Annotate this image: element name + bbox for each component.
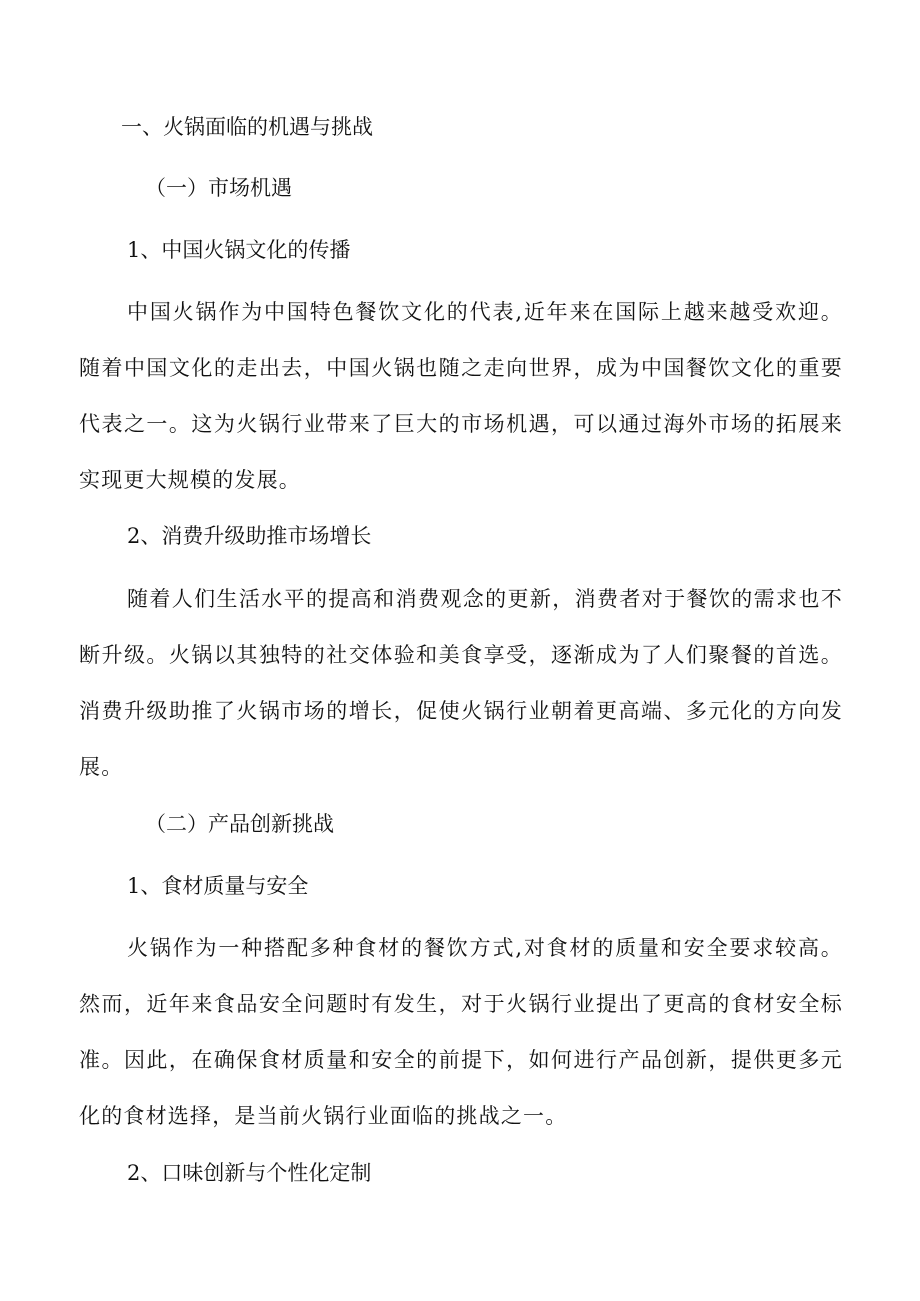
paragraph-culture-spread: 中国火锅作为中国特色餐饮文化的代表,近年来在国际上越来越受欢迎。随着中国文化的走出去，中国火锅也随之走向世界，成为中国餐饮文化的重要代表之一。这为火锅行业带来了巨大的市场机遇，可以通过海外市场的拓展来实现更大规模的发展。 bbox=[79, 300, 843, 492]
item-heading-flavor-innovation: 2、口味创新与个性化定制 bbox=[127, 1161, 372, 1185]
paragraph-consumption-upgrade: 随着人们生活水平的提高和消费观念的更新，消费者对于餐饮的需求也不断升级。火锅以其独特的社交体验和美食享受，逐渐成为了人们聚餐的首选。消费升级助推了火锅市场的增长，促使火锅行业朝着更高端、多元化的方向发展。 bbox=[79, 587, 843, 779]
paragraph-food-safety: 火锅作为一种搭配多种食材的餐饮方式,对食材的质量和安全要求较高。然而，近年来食品安全问题时有发生，对于火锅行业提出了更高的食材安全标准。因此，在确保食材质量和安全的前提下，如何进行产品创新，提供更多元化的食材选择，是当前火锅行业面临的挑战之一。 bbox=[79, 936, 843, 1128]
section-title: 一、火锅面临的机遇与挑战 bbox=[121, 115, 373, 139]
item-heading-consumption-upgrade: 2、消费升级助推市场增长 bbox=[127, 524, 372, 548]
subsection-title-product-innovation: （二）产品创新挑战 bbox=[145, 812, 334, 836]
item-heading-food-safety: 1、食材质量与安全 bbox=[127, 874, 309, 898]
subsection-title-market-opportunity: （一）市场机遇 bbox=[145, 176, 292, 200]
item-heading-culture-spread: 1、中国火锅文化的传播 bbox=[127, 238, 351, 262]
